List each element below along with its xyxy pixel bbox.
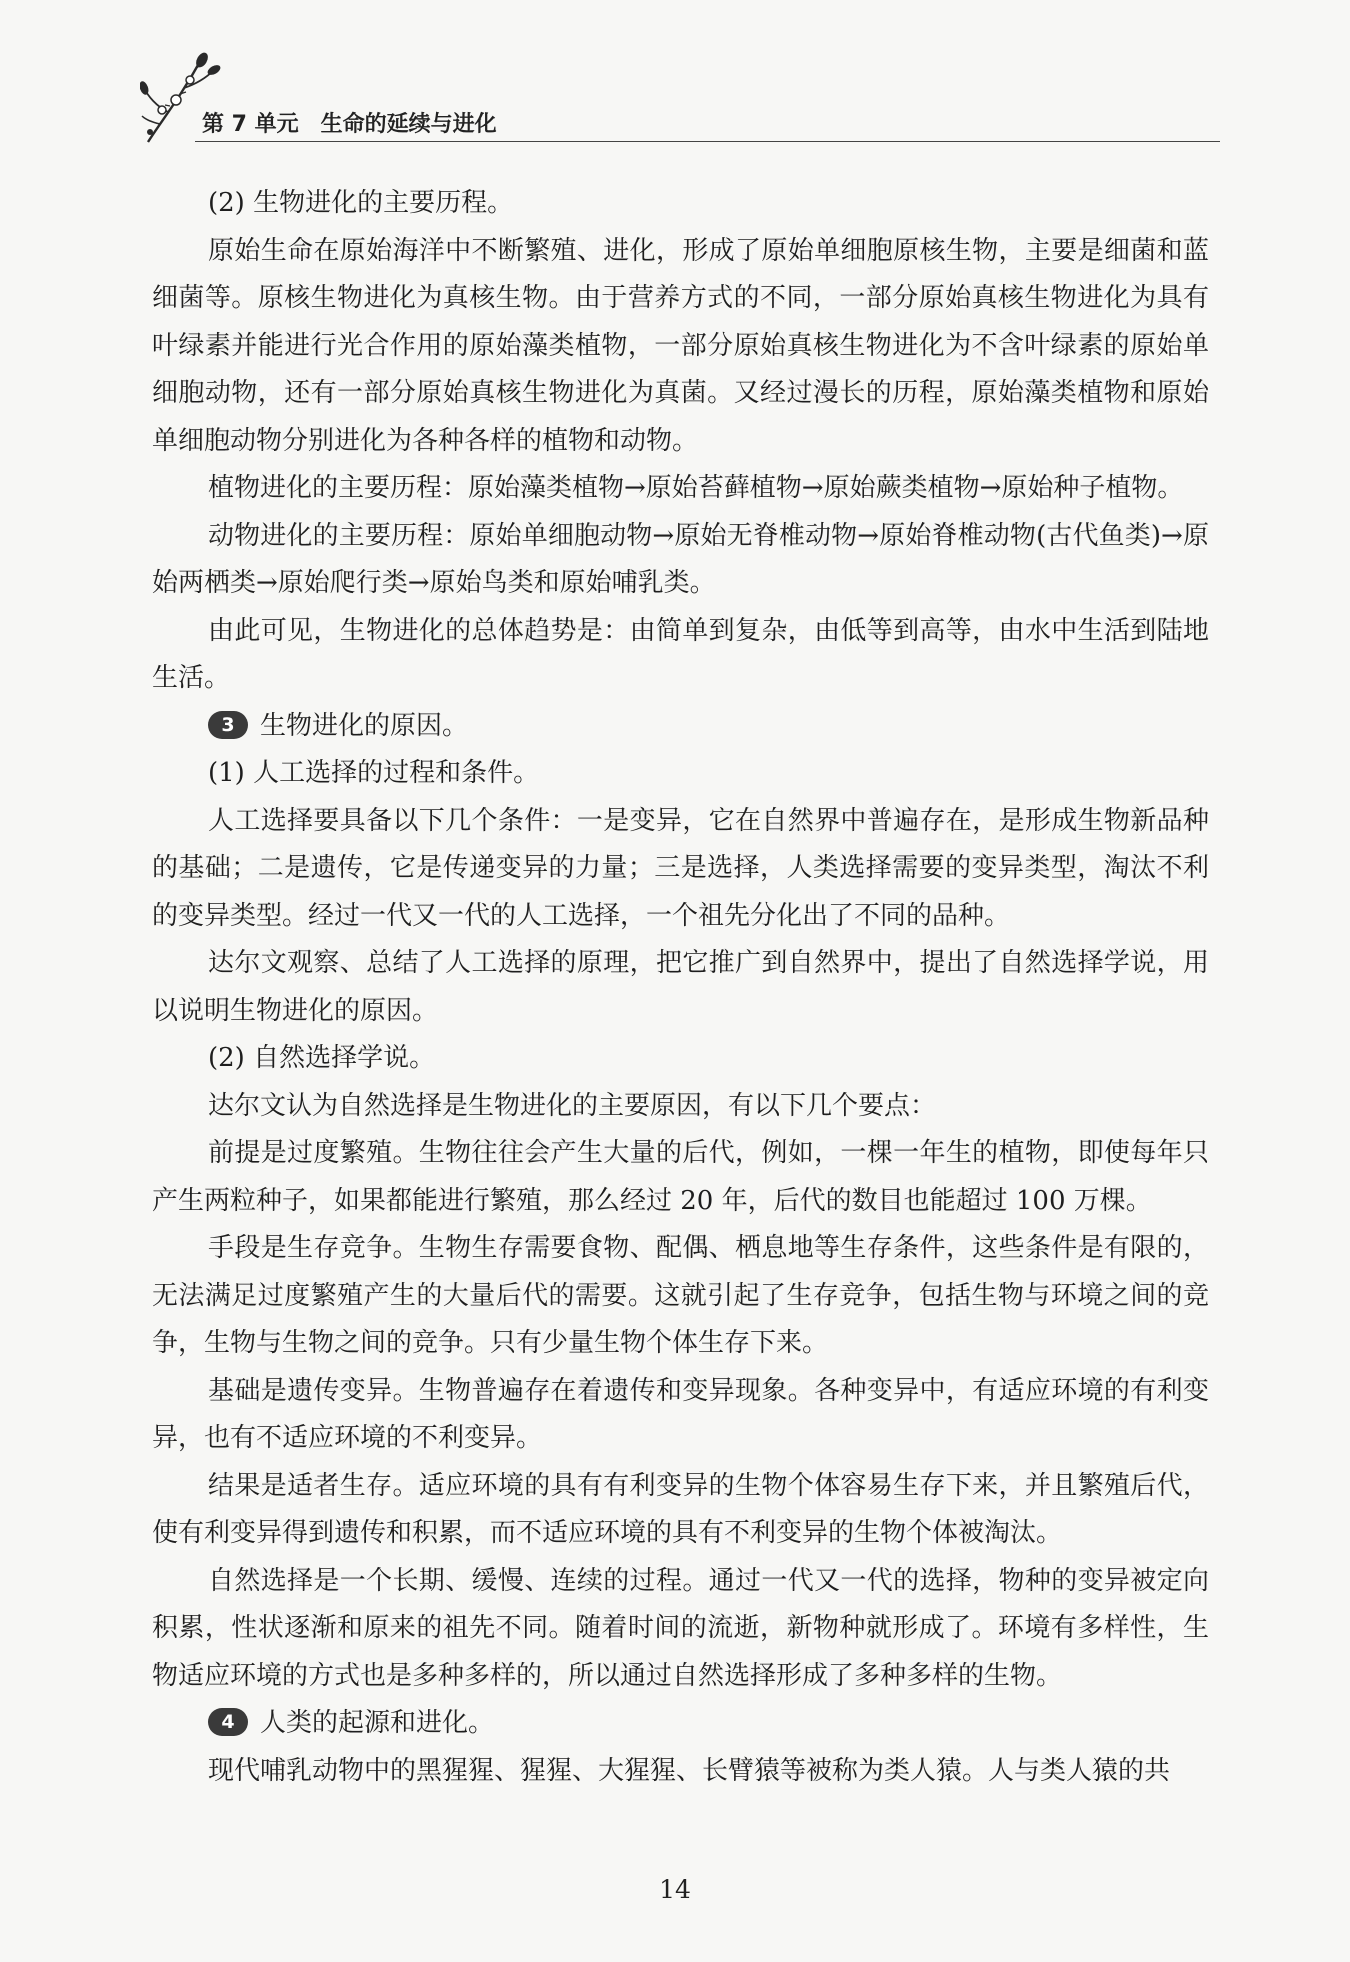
paragraph: 植物进化的主要历程：原始藻类植物→原始苔藓植物→原始蕨类植物→原始种子植物。 [208,473,1184,503]
section-number-badge: 4 [208,1708,248,1736]
paragraph: 达尔文观察、总结了人工选择的原理，把它推广到自然界中，提出了自然选择学说，用以说明生物进化的原因。 [152,948,1209,1026]
page-header [140,50,1220,145]
paragraph: 自然选择是一个长期、缓慢、连续的过程。通过一代又一代的选择，物种的变异被定向积累，性状逐渐和原来的祖先不同。随着时间的流逝，新物种就形成了。环境有多样性，生物适应环境的方式也是多种多样的，所以通过自然选择形成了多种多样的生物。 [152,1565,1209,1691]
subsection-heading: (2) 自然选择学说。 [208,1043,436,1073]
section-heading [152,1700,1209,1748]
body-text [152,180,1209,1795]
subsection-heading: (1) 人工选择的过程和条件。 [208,758,540,788]
paragraph: 现代哺乳动物中的黑猩猩、猩猩、大猩猩、长臂猿等被称为类人猿。人与类人猿的共 [208,1755,1171,1786]
paragraph: 原始生命在原始海洋中不断繁殖、进化，形成了原始单细胞原核生物，主要是细菌和蓝细菌等。原核生物进化为真核生物。由于营养方式的不同，一部分原始真核生物进化为具有叶绿素并能进行光合作用的原始藻类植物，一部分原始真核生物进化为不含叶绿素的原始单细胞动物，还有一部分原始真核生物进化为真菌。又经过漫长的历程，原始藻类植物和原始单细胞动物分别进化为各种各样的植物和动物。 [152,235,1209,456]
paragraph: 结果是适者生存。适应环境的具有有利变异的生物个体容易生存下来，并且繁殖后代，使有利变异得到遗传和积累，而不适应环境的具有不利变异的生物个体被淘汰。 [152,1470,1209,1548]
unit-label: 第 7 单元 [202,112,299,137]
section-heading-text: 人类的起源和进化。 [260,1708,495,1738]
section-number-badge: 3 [208,711,248,739]
header-rule [195,141,1220,142]
paragraph: 基础是遗传变异。生物普遍存在着遗传和变异现象。各种变异中，有适应环境的有利变异，也有不适应环境的不利变异。 [152,1375,1209,1453]
paragraph: 前提是过度繁殖。生物往往会产生大量的后代，例如，一棵一年生的植物，即使每年只产生两粒种子，如果都能进行繁殖，那么经过 20 年，后代的数目也能超过 100 万棵。 [152,1138,1209,1216]
subsection-heading: (2) 生物进化的主要历程。 [208,188,514,218]
unit-title: 生命的延续与进化 [320,112,497,137]
paragraph: 由此可见，生物进化的总体趋势是：由简单到复杂，由低等到高等，由水中生活到陆地生活。 [152,615,1209,693]
section-heading-text: 生物进化的原因。 [260,710,469,741]
paragraph: 达尔文认为自然选择是生物进化的主要原因，有以下几个要点： [208,1090,937,1121]
section-heading [152,703,1209,751]
paragraph: 手段是生存竞争。生物生存需要食物、配偶、栖息地等生存条件，这些条件是有限的，无法满足过度繁殖产生的大量后代的需要。这就引起了生存竞争，包括生物与环境之间的竞争，生物与生物之间的竞争。只有少量生物个体生存下来。 [152,1233,1209,1358]
paragraph: 人工选择要具备以下几个条件：一是变异，它在自然界中普遍存在，是形成生物新品种的基础；二是遗传，它是传递变异的力量；三是选择，人类选择需要的变异类型，淘汰不利的变异类型。经过一代又一代的人工选择，一个祖先分化出了不同的品种。 [152,805,1209,931]
paragraph: 动物进化的主要历程：原始单细胞动物→原始无脊椎动物→原始脊椎动物(古代鱼类)→原始两栖类→原始爬行类→原始鸟类和原始哺乳类。 [152,520,1209,598]
header-title-line [202,107,497,138]
page-number: 14 [659,1875,691,1904]
